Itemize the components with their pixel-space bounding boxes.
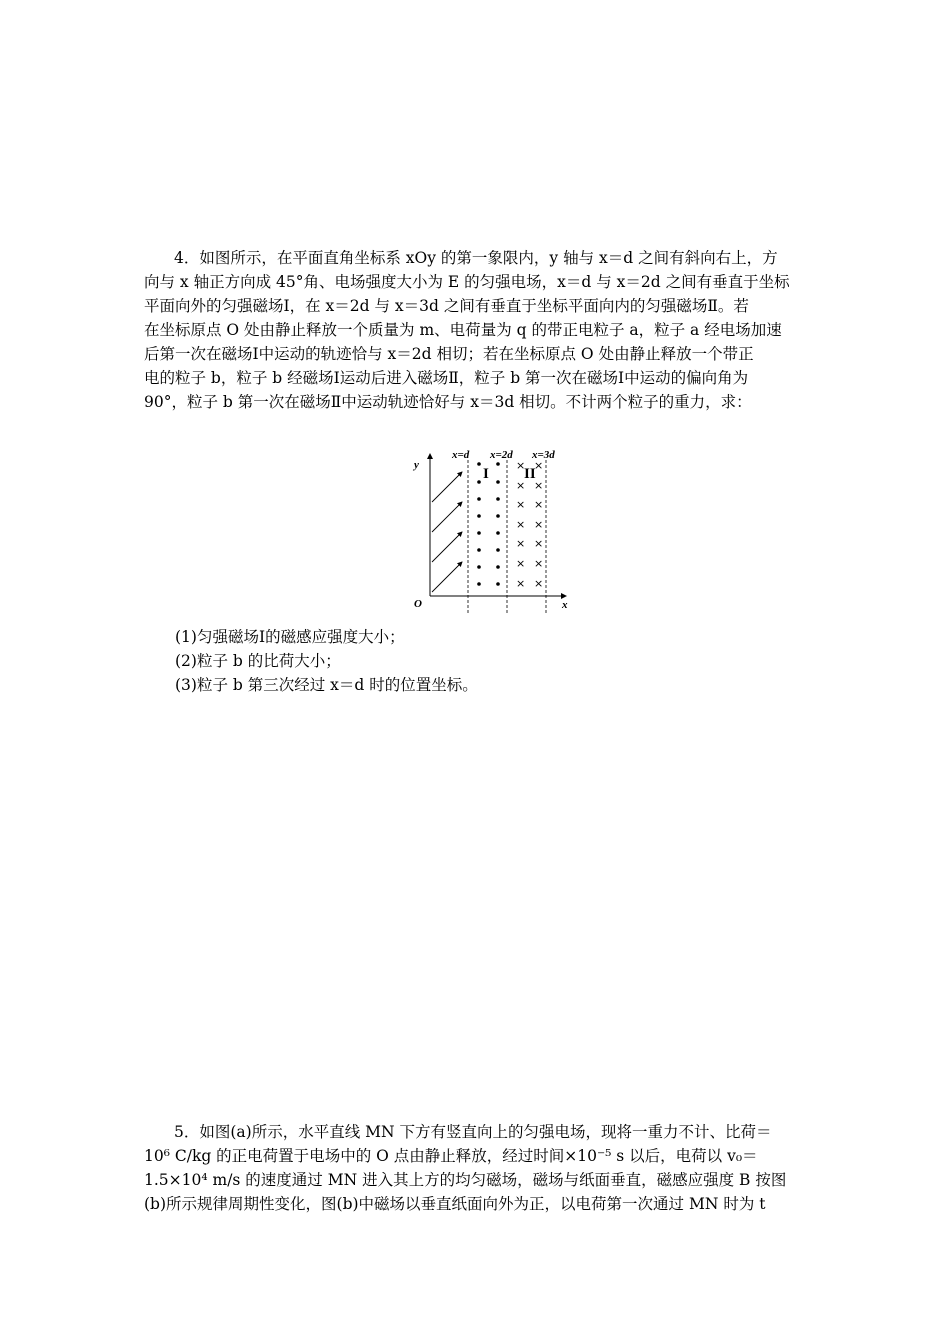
label-x-3d: x=3d: [532, 449, 555, 461]
label-x-d: x=d: [452, 449, 470, 461]
origin-label: O: [414, 598, 422, 610]
svg-text:×: ×: [516, 459, 526, 472]
field-arrow: [432, 472, 462, 502]
svg-text:×: ×: [534, 479, 544, 492]
svg-text:×: ×: [534, 577, 544, 590]
y-axis-label: y: [414, 459, 419, 471]
svg-text:×: ×: [516, 518, 526, 531]
q4-subquestion-1: (1)匀强磁场Ⅰ的磁感应强度大小；: [175, 628, 405, 646]
svg-text:×: ×: [534, 557, 544, 570]
q4-line-7: 90°，粒子 b 第一次在磁场Ⅱ中运动轨迹恰好与 x＝3d 相切。不计两个粒子的重力，求：: [144, 393, 752, 411]
q4-subquestion-2: (2)粒子 b 的比荷大小；: [175, 652, 341, 670]
q4-line-2: 向与 x 轴正方向成 45°角、电场强度大小为 E 的匀强电场，x＝d 与 x＝2d 之间有垂直于坐标: [144, 273, 790, 291]
electric-field-arrows: [432, 472, 462, 592]
x-axis-label: x: [562, 599, 568, 611]
q4-subquestion-3: (3)粒子 b 第三次经过 x＝d 时的位置坐标。: [175, 676, 478, 694]
svg-text:×: ×: [516, 479, 526, 492]
field-arrow: [432, 562, 462, 592]
svg-text:×: ×: [534, 518, 544, 531]
q4-line-5: 后第一次在磁场Ⅰ中运动的轨迹恰与 x＝2d 相切；若在坐标原点 O 处由静止释放一个带正: [144, 345, 754, 363]
svg-text:×: ×: [534, 537, 544, 550]
field-diagram: [408, 446, 578, 614]
question-5-text: [144, 1120, 808, 1216]
svg-text:×: ×: [516, 557, 526, 570]
svg-text:×: ×: [516, 498, 526, 511]
svg-text:×: ×: [516, 537, 526, 550]
q5-line-3: 1.5×10⁴ m/s 的速度通过 MN 进入其上方的均匀磁场，磁场与纸面垂直，磁感应强度 B 按图: [144, 1171, 787, 1189]
q4-line-3: 平面向外的匀强磁场Ⅰ，在 x＝2d 与 x＝3d 之间有垂直于坐标平面向内的匀强磁场Ⅱ。若: [144, 297, 749, 315]
q4-line-4: 在坐标原点 O 处由静止释放一个质量为 m、电荷量为 q 的带正电粒子 a，粒子 a 经电场加速: [144, 321, 782, 339]
svg-text:×: ×: [516, 577, 526, 590]
q5-line-4: (b)所示规律周期性变化，图(b)中磁场以垂直纸面向外为正，以电荷第一次通过 MN 时为 t: [144, 1195, 766, 1213]
q5-line-1: 5．如图(a)所示，水平直线 MN 下方有竖直向上的匀强电场，现将一重力不计、比荷＝: [174, 1123, 772, 1141]
svg-text:×: ×: [534, 498, 544, 511]
q5-line-2: 10⁶ C/kg 的正电荷置于电场中的 O 点由静止释放，经过时间×10⁻⁵ s 以后，电荷以 v₀＝: [144, 1147, 758, 1165]
question-4-text: [144, 246, 808, 414]
field-arrow: [432, 532, 462, 562]
q4-line-1: 4．如图所示，在平面直角坐标系 xOy 的第一象限内，y 轴与 x＝d 之间有斜向右上，方: [174, 249, 778, 267]
region-1-label: I: [483, 466, 489, 482]
svg-text:×: ×: [534, 459, 544, 472]
region-2-label: II: [524, 466, 536, 482]
field-arrow: [432, 502, 462, 532]
q4-line-6: 电的粒子 b，粒子 b 经磁场Ⅰ运动后进入磁场Ⅱ，粒子 b 第一次在磁场Ⅰ中运动的偏向角为: [144, 369, 749, 387]
label-x-2d: x=2d: [490, 449, 513, 461]
